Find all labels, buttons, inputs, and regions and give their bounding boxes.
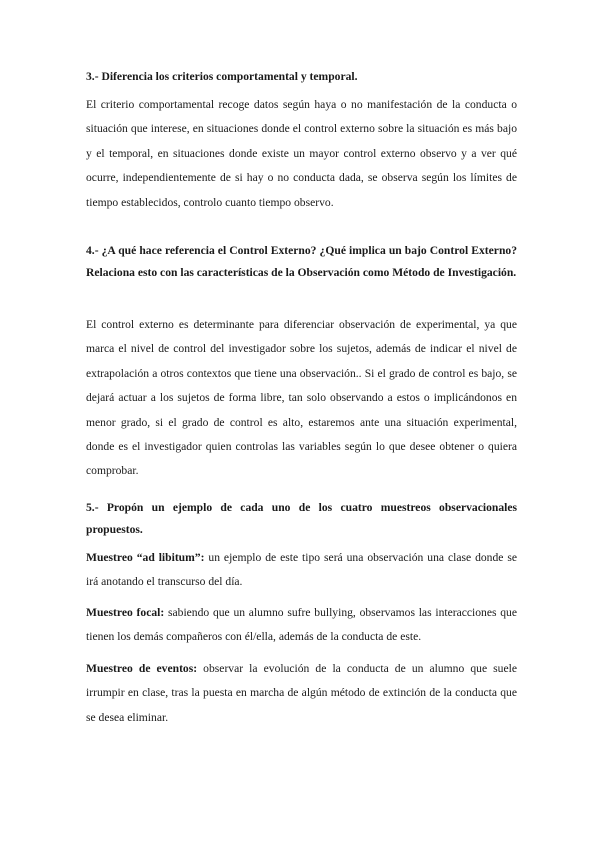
section-4-body: El control externo es determinante para diferenciar observación de experimental, ya que marca el nivel de control del investigador sobre los sujetos, además de indicar el nivel de extrapolación a otros contextos que tiene una observación.. Si el grado de control es bajo, se dejará actuar a los sujetos de forma libre, tan solo observando a estos o implicándonos en menor grado, si el grado de control es alto, estaremos ante una situación experimental, donde es el investigador quien controlas las variables según lo que desee obtener o quiera comprobar. bbox=[86, 318, 517, 478]
sampling-item-eventos bbox=[86, 657, 517, 730]
section-4-heading: 4.- ¿A qué hace referencia el Control Externo? ¿Qué implica un bajo Control Externo? Relaciona esto con las características de la Observación como Método de Investigación. bbox=[86, 244, 517, 279]
sampling-item-focal bbox=[86, 601, 517, 650]
sampling-item-text: un ejemplo de este tipo será una observación una clase donde se irá anotando el transcurso del día. bbox=[86, 551, 517, 589]
sampling-item-lead: Muestreo de eventos: bbox=[86, 662, 198, 675]
sampling-item-text: observar la evolución de la conducta de un alumno que suele irrumpir en clase, tras la puesta en marcha de algún método de extinción de la conducta que se desea eliminar. bbox=[86, 662, 517, 724]
section-3-body: El criterio comportamental recoge datos según haya o no manifestación de la conducta o situación que interese, en situaciones donde el control externo sobre la situación es más bajo y el temporal, en situaciones donde existe un mayor control externo observo y a ver qué ocurre, independientemente de si hay o no conducta dada, se observa según los límites de tiempo establecidos, controlo cuanto tiempo observo. bbox=[86, 98, 517, 209]
sampling-item-lead: Muestreo “ad libitum”: bbox=[86, 551, 205, 564]
section-3-heading: 3.- Diferencia los criterios comportamental y temporal. bbox=[86, 70, 358, 83]
sampling-item-lead: Muestreo focal: bbox=[86, 606, 165, 619]
sampling-item-ad-libitum bbox=[86, 546, 517, 595]
sampling-item-text: sabiendo que un alumno sufre bullying, observamos las interacciones que tienen los demás compañeros con él/ella, además de la conducta de este. bbox=[86, 606, 517, 644]
section-5-heading: 5.- Propón un ejemplo de cada uno de los cuatro muestreos observacionales propuestos. bbox=[86, 501, 517, 536]
